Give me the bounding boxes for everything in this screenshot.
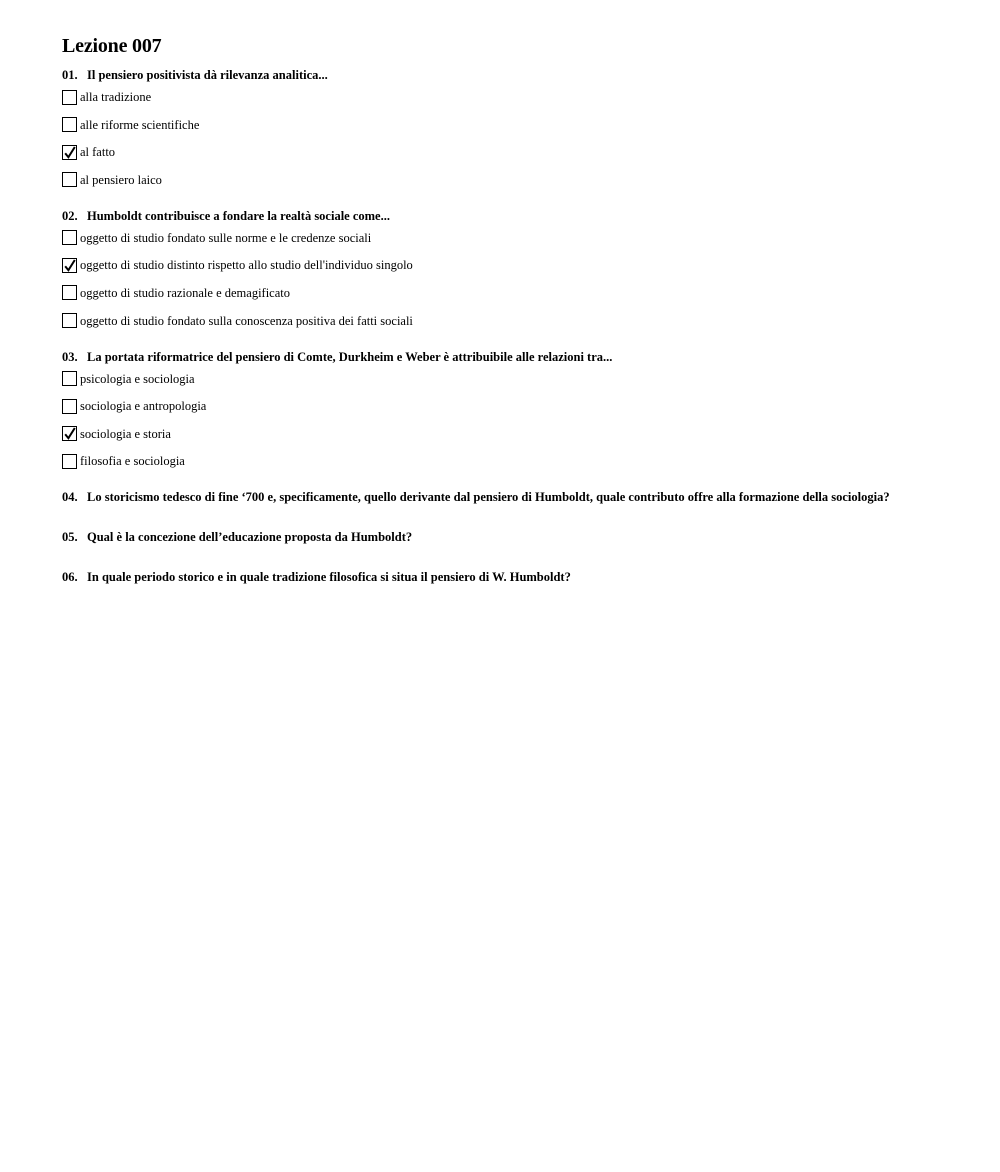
question-text [62, 67, 962, 83]
answer-label: alla tradizione [80, 90, 152, 104]
answer-option[interactable] [62, 285, 962, 301]
answer-option[interactable] [62, 117, 962, 133]
answer-option[interactable] [62, 257, 962, 273]
answer-label: oggetto di studio fondato sulla conoscenza positiva dei fatti sociali [80, 313, 413, 328]
question-text [62, 349, 962, 365]
question-06 [62, 569, 962, 585]
checkmark-icon [64, 146, 76, 159]
answer-option[interactable] [62, 398, 962, 414]
answer-option[interactable] [62, 230, 962, 246]
question-text [62, 208, 962, 224]
answer-checkbox[interactable] [62, 426, 77, 441]
question-text [62, 529, 962, 545]
lesson-title: Lezione 007 [62, 35, 162, 57]
quiz-page [62, 33, 962, 609]
question-prompt: Il pensiero positivista dà rilevanza analitica... [87, 68, 328, 82]
question-02 [62, 208, 962, 329]
answer-label: oggetto di studio distinto rispetto allo studio dell'individuo singolo [80, 258, 413, 273]
question-prompt: In quale periodo storico e in quale tradizione filosofica si situa il pensiero di W. Humboldt? [87, 570, 571, 585]
answer-options [62, 89, 962, 188]
answer-option[interactable] [62, 144, 962, 160]
answer-option[interactable] [62, 172, 962, 188]
question-number: 04. [62, 490, 78, 505]
answer-checkbox[interactable] [62, 454, 77, 469]
answer-label: sociologia e antropologia [80, 399, 207, 414]
answer-checkbox[interactable] [62, 117, 77, 132]
answer-checkbox[interactable] [62, 371, 77, 386]
answer-option[interactable] [62, 371, 962, 387]
answer-checkbox[interactable] [62, 313, 77, 328]
answer-checkbox[interactable] [62, 145, 77, 160]
answer-option[interactable] [62, 453, 962, 469]
answer-label: al pensiero laico [80, 172, 162, 187]
answer-checkbox[interactable] [62, 172, 77, 187]
question-prompt: La portata riformatrice del pensiero di Comte, Durkheim e Weber è attribuibile alle relazioni tra... [87, 349, 613, 364]
answer-checkbox[interactable] [62, 90, 77, 105]
answer-checkbox[interactable] [62, 285, 77, 300]
answer-checkbox[interactable] [62, 258, 77, 273]
answer-option[interactable] [62, 89, 962, 105]
question-number: 03. [62, 349, 78, 364]
checkmark-icon [64, 427, 76, 440]
question-prompt: Humboldt contribuisce a fondare la realtà sociale come... [87, 208, 390, 223]
answer-label: alle riforme scientifiche [80, 117, 200, 132]
answer-options [62, 371, 962, 470]
answer-option[interactable] [62, 426, 962, 442]
answer-checkbox[interactable] [62, 399, 77, 414]
checkmark-icon [64, 259, 76, 272]
question-text [62, 569, 962, 585]
question-01 [62, 67, 962, 188]
question-number: 05. [62, 530, 78, 545]
answer-label: oggetto di studio razionale e demagificato [80, 285, 290, 300]
answer-label: oggetto di studio fondato sulle norme e le credenze sociali [80, 230, 372, 245]
question-03 [62, 349, 962, 470]
question-number: 06. [62, 570, 78, 585]
answer-options [62, 230, 962, 329]
question-number: 02. [62, 208, 78, 223]
question-prompt: Lo storicismo tedesco di fine ‘700 e, specificamente, quello derivante dal pensiero di Humboldt, quale contributo offre alla formazione della sociologia? [87, 490, 890, 505]
question-prompt: Qual è la concezione dell’educazione proposta da Humboldt? [87, 530, 413, 545]
answer-label: sociologia e storia [80, 426, 171, 441]
answer-checkbox[interactable] [62, 230, 77, 245]
question-04 [62, 489, 962, 505]
question-number: 01. [62, 68, 78, 82]
answer-option[interactable] [62, 313, 962, 329]
question-text [62, 489, 962, 505]
answer-label: al fatto [80, 145, 116, 160]
question-05 [62, 529, 962, 545]
answer-label: psicologia e sociologia [80, 371, 195, 386]
answer-label: filosofia e sociologia [80, 454, 185, 469]
